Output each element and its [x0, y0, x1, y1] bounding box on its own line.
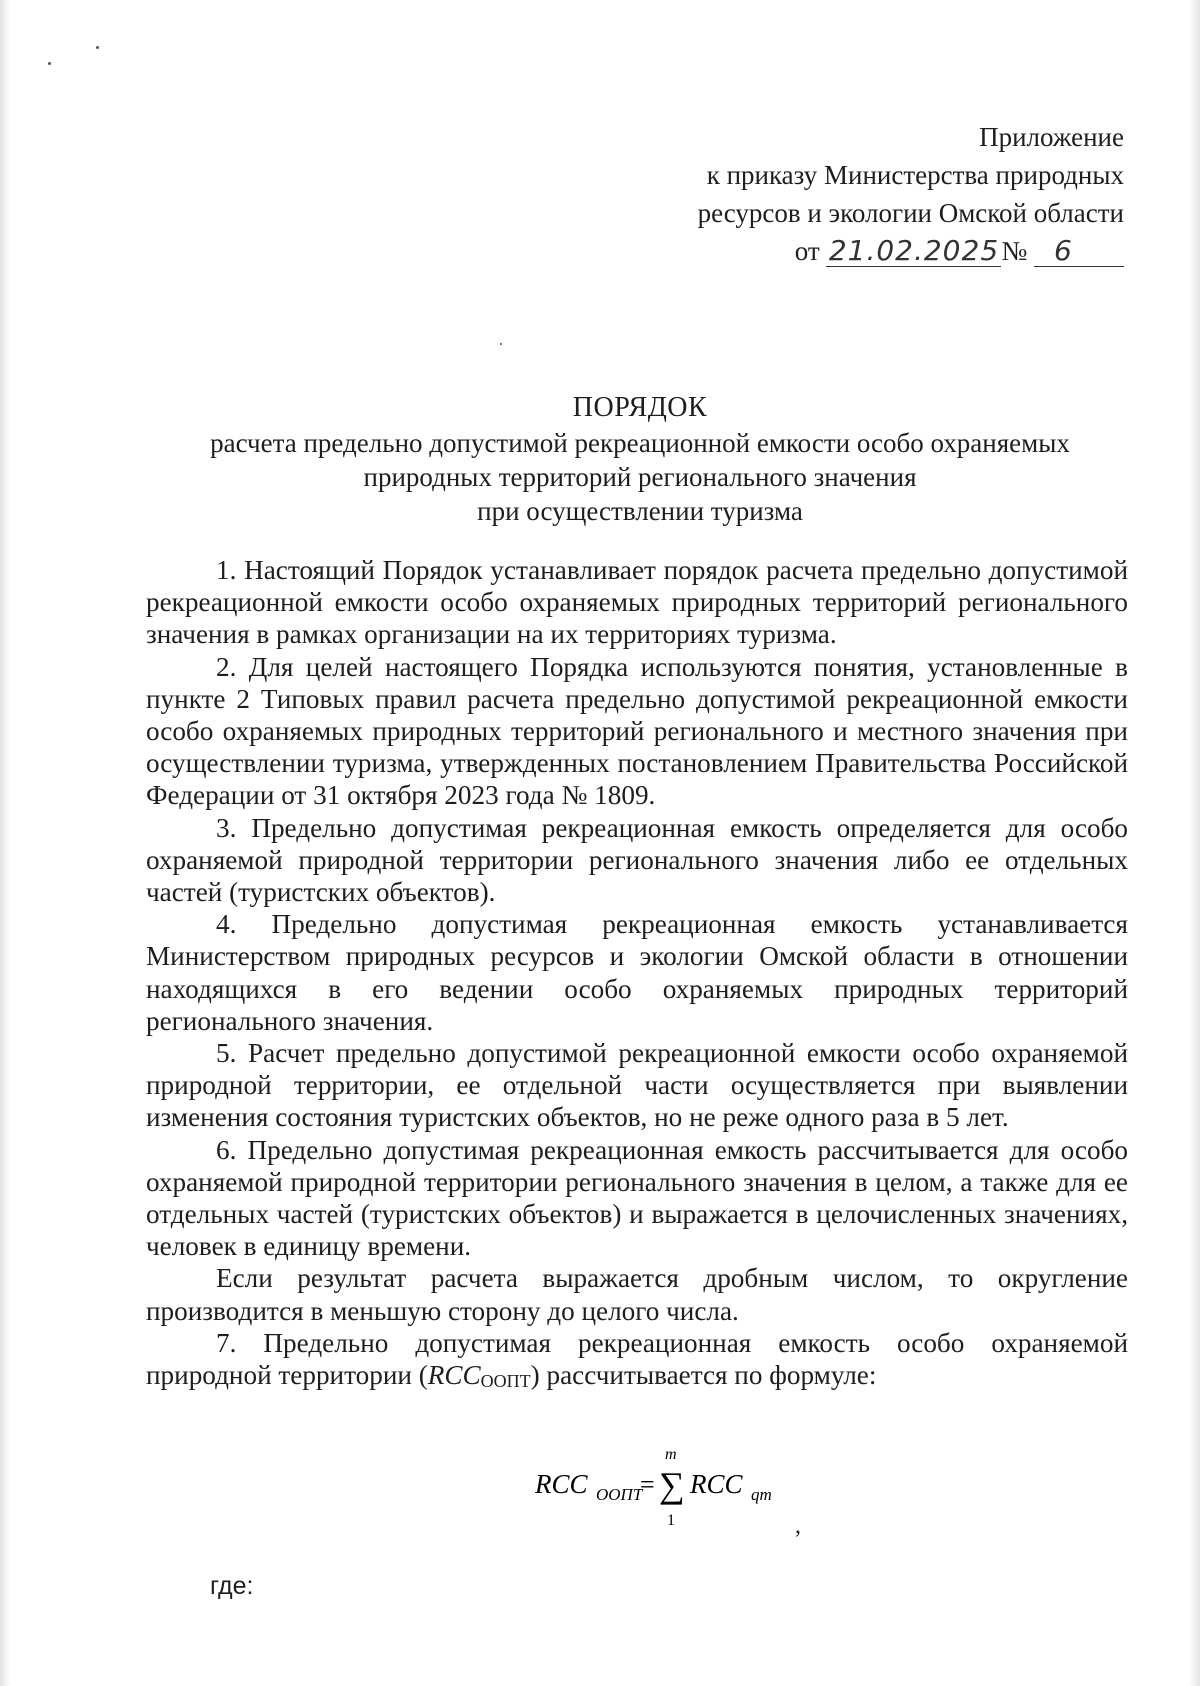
document-title	[130, 390, 1150, 528]
paragraph-7-var: RCC	[427, 1360, 481, 1391]
appendix-ministry: ресурсов и экологии Омской области	[697, 198, 1124, 228]
sigma-icon: ∑	[659, 1465, 685, 1505]
paragraph-7-start: 7. Предельно допустимая рекреационная емкость особо охраняемой природной территории (	[146, 1327, 1128, 1391]
paragraph-5: 5. Расчет предельно допустимой рекреационной емкости особо охраняемой природной территории, ее отдельной части осуществляется при выявлении изменения состояния туристских объектов, но не реже одного раза в 5 лет.	[146, 1038, 1128, 1133]
paragraph-3: 3. Предельно допустимая рекреационная емкость определяется для особо охраняемой природной территории регионального значения либо ее отдельных частей (туристских объектов).	[146, 812, 1128, 908]
paragraph-7-sub: ООПТ	[480, 1371, 531, 1392]
scan-speck	[500, 343, 502, 345]
handwritten-number: 6	[1034, 236, 1124, 267]
paragraph-1: 1. Настоящий Порядок устанавливает порядок расчета предельно допустимой рекреационной емкости особо охраняемых природных территорий регионального значения в рамках организации на их территориях туризма.	[146, 555, 1128, 650]
paragraph-6: 6. Предельно допустимая рекреационная емкость рассчитывается для особо охраняемой природной территории регионального значения в целом, а также для ее отдельных частей (туристских объектов) и выражается в целочисленных значениях, человек в единицу времени.	[146, 1134, 1128, 1262]
number-sign: №	[1001, 236, 1028, 266]
formula-rhs-sub: qm	[751, 1485, 772, 1504]
scan-speck	[48, 62, 51, 65]
formula-rhs: RCC	[690, 1469, 743, 1499]
scan-edge-left	[0, 0, 10, 1686]
title-main: ПОРЯДОК	[572, 392, 708, 423]
paragraph-4: 4. Предельно допустимая рекреационная емкость устанавливается Министерством природных ресурсов и экологии Омской области в отношении находящихся в его ведении особо охраняемых природных территорий регионального значения.	[146, 909, 1128, 1036]
handwritten-date: 21.02.2025	[826, 236, 1001, 267]
appendix-order-ref: к приказу Министерства природных	[706, 160, 1124, 190]
formula-lhs-sub: ООПТ	[596, 1485, 643, 1504]
paragraph-2: 2. Для целей настоящего Порядка используются понятия, установленные в пункте 2 Типовых правил расчета предельно допустимой рекреационной емкости особо охраняемых природных территорий регионального и местного значения при осуществлении туризма, утвержденных постановлением Правительства Российской Федерации от 31 октября 2023 года № 1809.	[146, 651, 1128, 811]
formula-lhs: RCC	[535, 1469, 588, 1499]
document-body	[146, 554, 1128, 1397]
paragraph-7-end: ) рассчитывается по формуле:	[530, 1360, 877, 1391]
formula-equals: =	[640, 1470, 655, 1499]
paragraph-6-rounding: Если результат расчета выражается дробным числом, то округление производится в меньшую сторону до целого числа.	[146, 1263, 1128, 1326]
formula-comma: ,	[795, 1513, 801, 1539]
scan-edge-right	[1188, 0, 1200, 1686]
appendix-title: Приложение	[979, 122, 1124, 152]
where-label: где:	[210, 1572, 254, 1600]
formula-rcc-oopt	[535, 1445, 835, 1539]
title-line-2: природных территорий регионального значения	[363, 462, 917, 492]
formula-sum-lower: 1	[667, 1512, 675, 1529]
title-line-3: при осуществлении туризма	[477, 496, 803, 526]
paragraph-7	[146, 1327, 1128, 1397]
scan-speck	[96, 46, 99, 49]
date-prefix: от	[794, 236, 820, 266]
appendix-date-line	[564, 232, 1124, 270]
formula-svg	[535, 1445, 795, 1530]
title-line-1: расчета предельно допустимой рекреационной емкости особо охраняемых	[210, 428, 1070, 458]
appendix-header	[564, 118, 1124, 270]
formula-sum-upper: m	[665, 1446, 677, 1463]
